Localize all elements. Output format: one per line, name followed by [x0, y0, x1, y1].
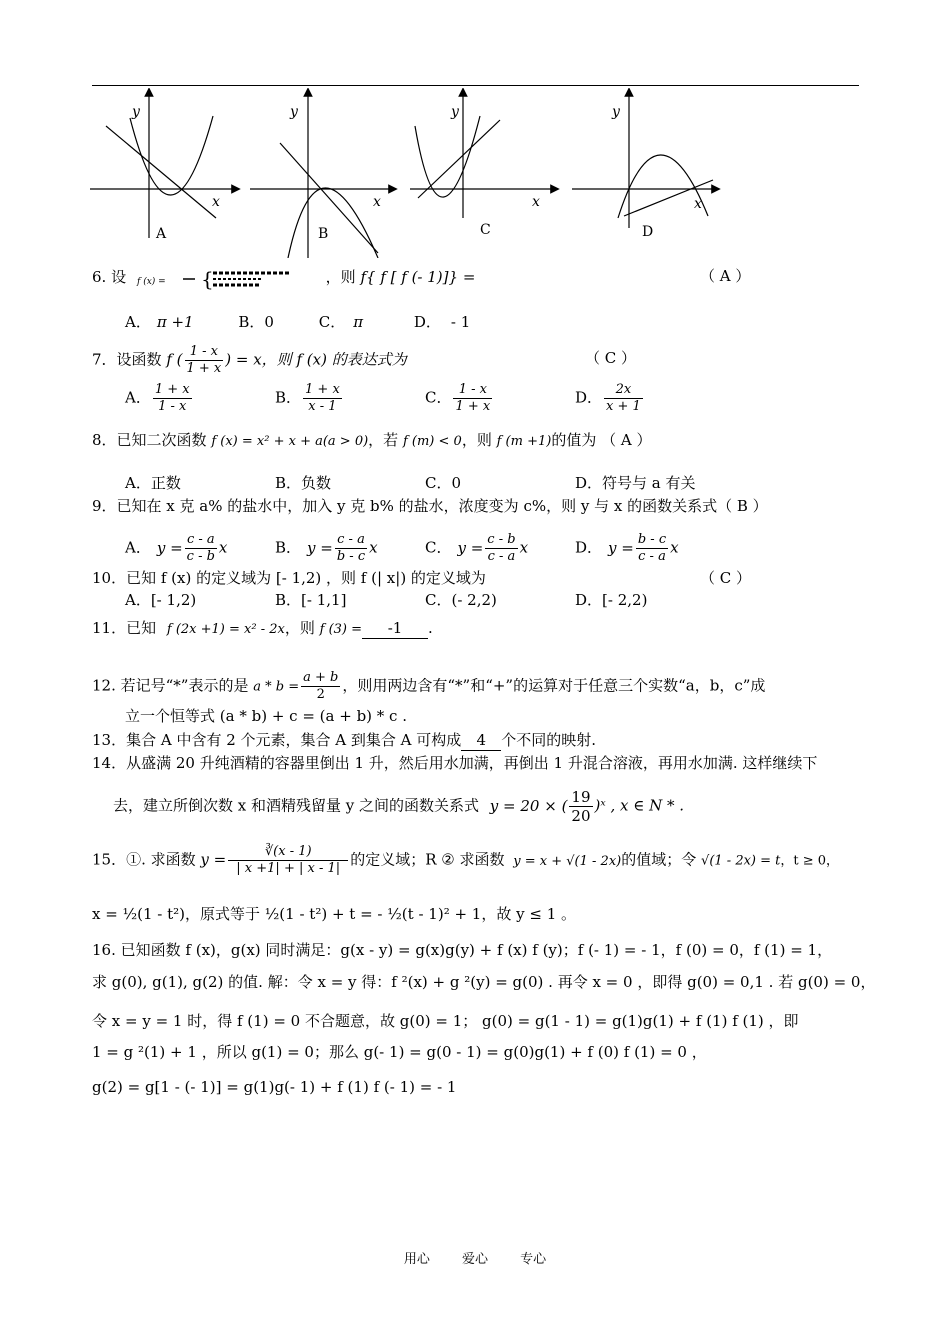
svg-text:{: {: [200, 267, 214, 290]
q6-expr: f{ f [ f (- 1)]} =: [360, 268, 476, 286]
q9-line: 9．已知在 x 克 a% 的盐水中，加入 y 克 b% 的盐水，浓度变为 c%，则 y 与 x 的函数关系式（ B ）: [92, 497, 768, 515]
q8-line: 8．已知二次函数 f (x) = x² + x + a(a > 0)，若 f (m) < 0，则 f (m +1)的值为 （ A ）: [92, 431, 652, 449]
q16-line1: 16. 已知函数 f (x)，g(x) 同时满足：g(x - y) = g(x)g(y) + f (x) f (y)；f (- 1) = - 1，f (0) = 0，f (1) = 1，: [92, 941, 833, 959]
q12-line: 12. 若记号“*”表示的是 a * b = $\frac{a + b}{2}$ ，则用两边含有“*”和“+”的运算对于任意三个实数“a，b，c”成: [92, 670, 766, 702]
svg-text:D: D: [642, 224, 654, 240]
q6-prefix: 6. 设: [92, 268, 127, 286]
svg-text:x: x: [694, 196, 702, 212]
q16-line3: 令 x = y = 1 时，得 f (1) = 0 不合题意，故 g(0) = 1； g(0) = g(1 - 1) = g(1)g(1) + f (1) f (1) ，即: [92, 1012, 799, 1030]
q7-answer: （ C ）: [585, 349, 637, 367]
q10-options: A．[- 1,2) B．[- 1,1] C．(- 2,2) D．[- 2,2): [125, 591, 648, 609]
q10-answer: （ C ）: [700, 569, 752, 587]
svg-text:y: y: [612, 104, 620, 120]
svg-text:f (x) =: f (x) =: [136, 277, 166, 287]
graph-a: [90, 92, 236, 242]
answer-graphs: [88, 88, 728, 258]
q7-line: 7．设函数 f ( $\frac{1 - x}{1 + x}$ ) = x，则 f (x) 的表达式为: [92, 344, 407, 376]
q12-line2: 立一个恒等式 (a * b) + c = (a + b) * c .: [125, 707, 407, 725]
q11-line: 11．已知 f (2x +1) = x² - 2x，则 f (3) = -1 .: [92, 619, 433, 637]
q6-piecewise-fn: [131, 266, 321, 290]
q16-line5: g(2) = g[1 - (- 1)] = g(1)g(- 1) + f (1) f (- 1) = - 1: [92, 1078, 457, 1096]
q16-line2: 求 g(0), g(1), g(2) 的值. 解：令 x = y 得：f ²(x) + g ²(y) = g(0) . 再令 x = 0 ，即得 g(0) = 0,1 . 若 g(0) = 0，: [92, 973, 876, 991]
q8-options: A．正数 B．负数 C．0 D．符号与 a 有关: [125, 474, 696, 492]
q9-options: A． y = $\frac{c - a}{c - b}$ x B． y = $\frac{c - a}{b - c}$ x C． y = $\frac{c - b}{c - a}$ x D． y = $\frac{b - c}{c - a}$ x: [125, 532, 679, 564]
q14-line1: 14．从盛满 20 升纯酒精的容器里倒出 1 升，然后用水加满，再倒出 1 升混合溶液，再用水加满. 这样继续下: [92, 754, 818, 772]
q6-line: 6. 设 f (x) = { ，则 f{ f [ f (- 1)]} =: [92, 267, 476, 290]
q7-options: A． $\frac{1 + x}{1 - x}$ B． $\frac{1 + x}{x - 1}$ C． $\frac{1 - x}{1 + x}$ D． $\frac{2x}{x + 1}$: [125, 382, 641, 414]
header-rule: [92, 85, 859, 86]
page-footer: [0, 1248, 950, 1267]
graph-a-y: y: [132, 104, 140, 120]
q14-line2: 去，建立所倒次数 x 和酒精残留量 y 之间的函数关系式 y = 20 × ( $\frac{19}{20}$ )ˣ , x ∈ N * .: [113, 788, 685, 825]
footer-word-2: 爱心: [461, 1252, 488, 1267]
graph-b: [250, 92, 393, 258]
svg-text:x: x: [373, 194, 381, 210]
q15-line2: x = ½(1 - t²)，原式等于 ½(1 - t²) + t = - ½(t - 1)² + 1，故 y ≤ 1 。: [92, 905, 577, 923]
q16-line4: 1 = g ²(1) + 1 ，所以 g(1) = 0；那么 g(- 1) = g(0 - 1) = g(0)g(1) + f (0) f (1) = 0 ，: [92, 1043, 707, 1061]
q11-answer-blank: -1: [362, 618, 428, 639]
footer-word-1: 用心: [403, 1252, 430, 1267]
q6-options: A． π +1 B．0 C． π D． - 1: [125, 313, 471, 331]
graph-d: [572, 92, 716, 240]
svg-text:y: y: [451, 104, 459, 120]
footer-word-3: 专心: [520, 1252, 547, 1267]
graph-a-label: A: [156, 226, 167, 242]
q13-line: 13．集合 A 中含有 2 个元素，集合 A 到集合 A 可构成 4 个不同的映射.: [92, 731, 597, 749]
svg-text:y: y: [290, 104, 298, 120]
q13-answer-blank: 4: [461, 730, 501, 751]
q10-line: 10．已知 f (x) 的定义域为 [- 1,2) ，则 f (| x|) 的定义域为: [92, 569, 486, 587]
q15-line1: 15．①. 求函数 y = $\frac{∛(x - 1)}{| x +1| + | x - 1|}$ 的定义域；R ② 求函数 y = x + √(1 - 2x)的值域；令 √(1 - 2x) = t，t ≥ 0，: [92, 844, 840, 876]
svg-text:B: B: [318, 226, 329, 242]
svg-text:C: C: [480, 222, 491, 238]
graph-c: [410, 92, 555, 238]
graph-a-x: x: [212, 194, 220, 210]
svg-text:x: x: [532, 194, 540, 210]
q6-answer: （ A ）: [700, 267, 751, 285]
